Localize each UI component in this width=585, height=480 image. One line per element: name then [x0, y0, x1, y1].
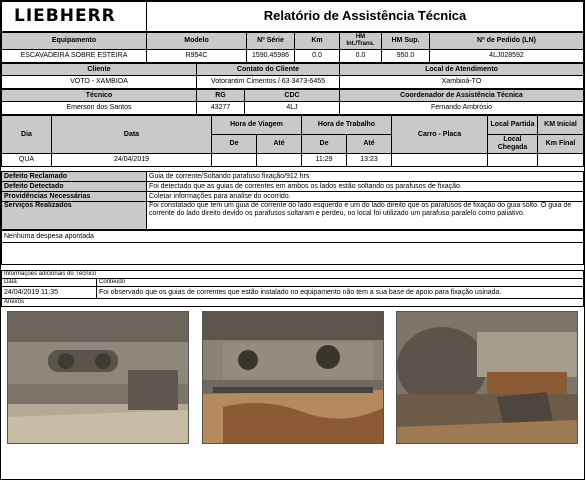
- car-plate-header: Carro - Placa: [392, 116, 488, 154]
- annexes-label: Anexos: [2, 299, 584, 307]
- travel-from-header: De: [212, 135, 257, 154]
- liebherr-logo: LIEBHERR: [2, 2, 147, 32]
- time-table: [1, 115, 584, 167]
- client-table: [1, 63, 584, 89]
- location-header: Local de Atendimento: [340, 64, 584, 76]
- serial-value: 1590.45986: [247, 50, 295, 63]
- location-travel-value: [488, 154, 538, 167]
- report-title: Relatório de Assistência Técnica: [147, 2, 584, 32]
- additional-info-table: [1, 270, 584, 307]
- detected-defect-value: Foi detectado que as guias de correntes em ambos os lados estão soltando os parafusos de fixação.: [147, 182, 584, 192]
- annex-photo-2: [202, 311, 384, 444]
- contact-value: Votorantim Cimentos / 63 3473-6455: [197, 76, 340, 89]
- travel-hours-header: Hora de Viagem: [212, 116, 302, 135]
- services-performed-value: Foi constatado que tem um guia de corrente do lado esquerdo e um do lado direito que os parafusos de fixação do guia solto. O guia de corrente do lado direito devido os parafusos soltaram e perdeu, no local foi utilizado um parafuso paralelo como paliativo.: [147, 202, 584, 230]
- work-to-value: 13:23: [347, 154, 392, 167]
- car-plate-value: [392, 154, 488, 167]
- contact-header: Contato do Cliente: [197, 64, 340, 76]
- travel-from-value: [212, 154, 257, 167]
- reported-defect-label: Defeito Reclamado: [2, 172, 147, 182]
- expenses-note: Nenhuma despesa apontada: [2, 231, 584, 243]
- hm-int-value: 0.0: [340, 50, 382, 63]
- coordinator-header: Coordenador de Assistência Técnica: [340, 90, 584, 102]
- work-from-value: 11:29: [302, 154, 347, 167]
- day-header: Dia: [2, 116, 52, 154]
- order-value: 4LJ028592: [430, 50, 584, 63]
- km-start-header: KM Inicial: [538, 116, 584, 135]
- coordinator-value: Fernando Ambrósio: [340, 102, 584, 115]
- hm-sup-value: 950.0: [382, 50, 430, 63]
- technician-header: Técnico: [2, 90, 197, 102]
- rg-value: 43277: [197, 102, 245, 115]
- order-header: Nº de Pedido (LN): [430, 33, 584, 50]
- client-header: Cliente: [2, 64, 197, 76]
- equipment-value: ESCAVADEIRA SOBRE ESTEIRA: [2, 50, 147, 63]
- client-value: VOTO - XAMBIOA: [2, 76, 197, 89]
- technician-value: Emerson dos Santos: [2, 102, 197, 115]
- work-from-header: De: [302, 135, 347, 154]
- details-table: [1, 171, 584, 230]
- reported-defect-value: Guia de corrente/Soltando parafuso fixação/912 hrs: [147, 172, 584, 182]
- rg-header: RG: [197, 90, 245, 102]
- location-value: Xambioá-TO: [340, 76, 584, 89]
- technician-table: [1, 89, 584, 115]
- annex-photo-3: [396, 311, 578, 444]
- km-value: 0.0: [295, 50, 340, 63]
- required-actions-value: Coletar informações para analise do ocorrido.: [147, 192, 584, 202]
- additional-date-header: Data: [2, 279, 97, 287]
- model-value: R954C: [147, 50, 247, 63]
- model-header: Modelo: [147, 33, 247, 50]
- km-end-header: Km Final: [538, 135, 584, 154]
- cdc-header: CDC: [245, 90, 340, 102]
- annex-photos: [1, 307, 584, 444]
- hm-int-header: HM Int./Trans.: [340, 33, 382, 50]
- annex-photo-1: [7, 311, 189, 444]
- km-header: Km: [295, 33, 340, 50]
- additional-content-value: Foi observado que os guias de correntes que estão instalado no equipamento não tem a sua base de apoio para fixação usinada.: [97, 287, 584, 299]
- expenses-blank-area: [2, 243, 584, 265]
- travel-to-value: [257, 154, 302, 167]
- day-value: QUA: [2, 154, 52, 167]
- work-to-header: Até: [347, 135, 392, 154]
- additional-date-value: 24/04/2019 11:35: [2, 287, 97, 299]
- hm-sup-header: HM Sup.: [382, 33, 430, 50]
- km-travel-value: [538, 154, 584, 167]
- work-hours-header: Hora de Trabalho: [302, 116, 392, 135]
- date-value: 24/04/2019: [52, 154, 212, 167]
- additional-content-header: Conteúdo: [97, 279, 584, 287]
- required-actions-label: Providências Necessárias: [2, 192, 147, 202]
- services-performed-label: Serviços Realizados: [2, 202, 147, 230]
- report-header: [1, 1, 584, 32]
- equipment-header: Equipamento: [2, 33, 147, 50]
- detected-defect-label: Defeito Detectado: [2, 182, 147, 192]
- date-header: Data: [52, 116, 212, 154]
- additional-info-title: Informações adicionais do Técnico: [2, 271, 584, 279]
- expenses-table: [1, 230, 584, 265]
- cdc-value: 4LJ: [245, 102, 340, 115]
- travel-to-header: Até: [257, 135, 302, 154]
- equipment-table: [1, 32, 584, 63]
- arrival-header: Local Chegada: [488, 135, 538, 154]
- departure-header: Local Partida: [488, 116, 538, 135]
- serial-header: Nº Série: [247, 33, 295, 50]
